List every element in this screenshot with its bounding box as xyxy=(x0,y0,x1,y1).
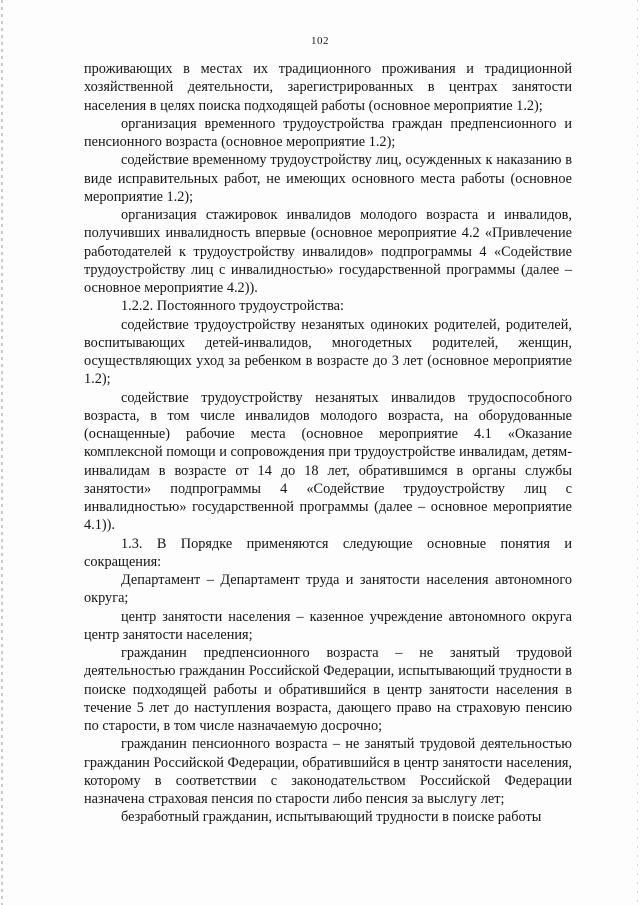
paragraph-1: проживающих в местах их традиционного проживания и традиционной хозяйственной деятельности, зарегистрированных в центрах занятости населения в целях поиска подходящей работы (основное мероприятие 1.2); xyxy=(84,61,572,114)
paragraph-7: содействие трудоустройству незанятых инвалидов трудоспособного возраста, в том числе инвалидов молодого возраста, на оборудованные (оснащенные) рабочие места (основное мероприятие 4.1 «Оказание комплексной помощи и сопровождения при трудоустройстве инвалидам, детям-инвалидам в возрасте от 14 до 18 лет, обратившимся в органы службы занятости» подпрограммы 4 «Содействие трудоустройству лиц с инвалидностью» государственной программы (далее – основное мероприятие 4.1)). xyxy=(84,389,572,534)
paragraph-6: содействие трудоустройству незанятых одиноких родителей, родителей, воспитывающих детей-инвалидов, многодетных родителей, женщин, осуществляющих уход за ребенком в возрасте до 3 лет (основное мероприятие 1.2); xyxy=(84,316,572,388)
page-number: 102 xyxy=(311,35,329,47)
paragraph-2: организация временного трудоустройства граждан предпенсионного и пенсионного возраста (основное мероприятие 1.2); xyxy=(84,115,572,150)
definition-department: Департамент – Департамент труда и занятости населения автономного округа; xyxy=(84,572,572,607)
body-text xyxy=(84,60,572,827)
section-heading-1-3: 1.3. В Порядке применяются следующие основные понятия и сокращения: xyxy=(84,535,572,570)
section-heading-1-2-2: 1.2.2. Постоянного трудоустройства: xyxy=(121,298,344,315)
definition-unemployed-citizen: безработный гражданин, испытывающий трудности в поиске работы xyxy=(121,809,542,826)
definition-employment-center: центр занятости населения – казенное учреждение автономного округа центр занятости населения; xyxy=(84,608,572,643)
scan-edge-right xyxy=(637,0,638,905)
definition-pre-retirement-citizen: гражданин предпенсионного возраста – не занятый трудовой деятельностью гражданин Российской Федерации, испытывающий трудности в поиске подходящей работы и обратившийся в центр занятости населения в течение 5 лет до наступления возраста, дающего право на страховую пенсию по старости, в том числе назначаемую досрочно; xyxy=(84,645,572,734)
definition-retirement-citizen: гражданин пенсионного возраста – не занятый трудовой деятельностью гражданин Российской Федерации, обратившийся в центр занятости населения, которому в соответствии с законодательством Российской Федерации назначена страховая пенсия по старости либо пенсия за выслугу лет; xyxy=(84,736,572,807)
paragraph-4: организация стажировок инвалидов молодого возраста и инвалидов, получивших инвалидность впервые (основное мероприятие 4.2 «Привлечение работодателей к трудоустройству инвалидов» подпрограммы 4 «Содействие трудоустройству лиц с инвалидностью» государственной программы (далее – основное мероприятие 4.2)). xyxy=(84,207,572,296)
scan-edge-left xyxy=(1,0,3,905)
paragraph-3: содействие временному трудоустройству лиц, осужденных к наказанию в виде исправительных работ, не имеющих основного места работы (основное мероприятие 1.2); xyxy=(84,152,572,205)
